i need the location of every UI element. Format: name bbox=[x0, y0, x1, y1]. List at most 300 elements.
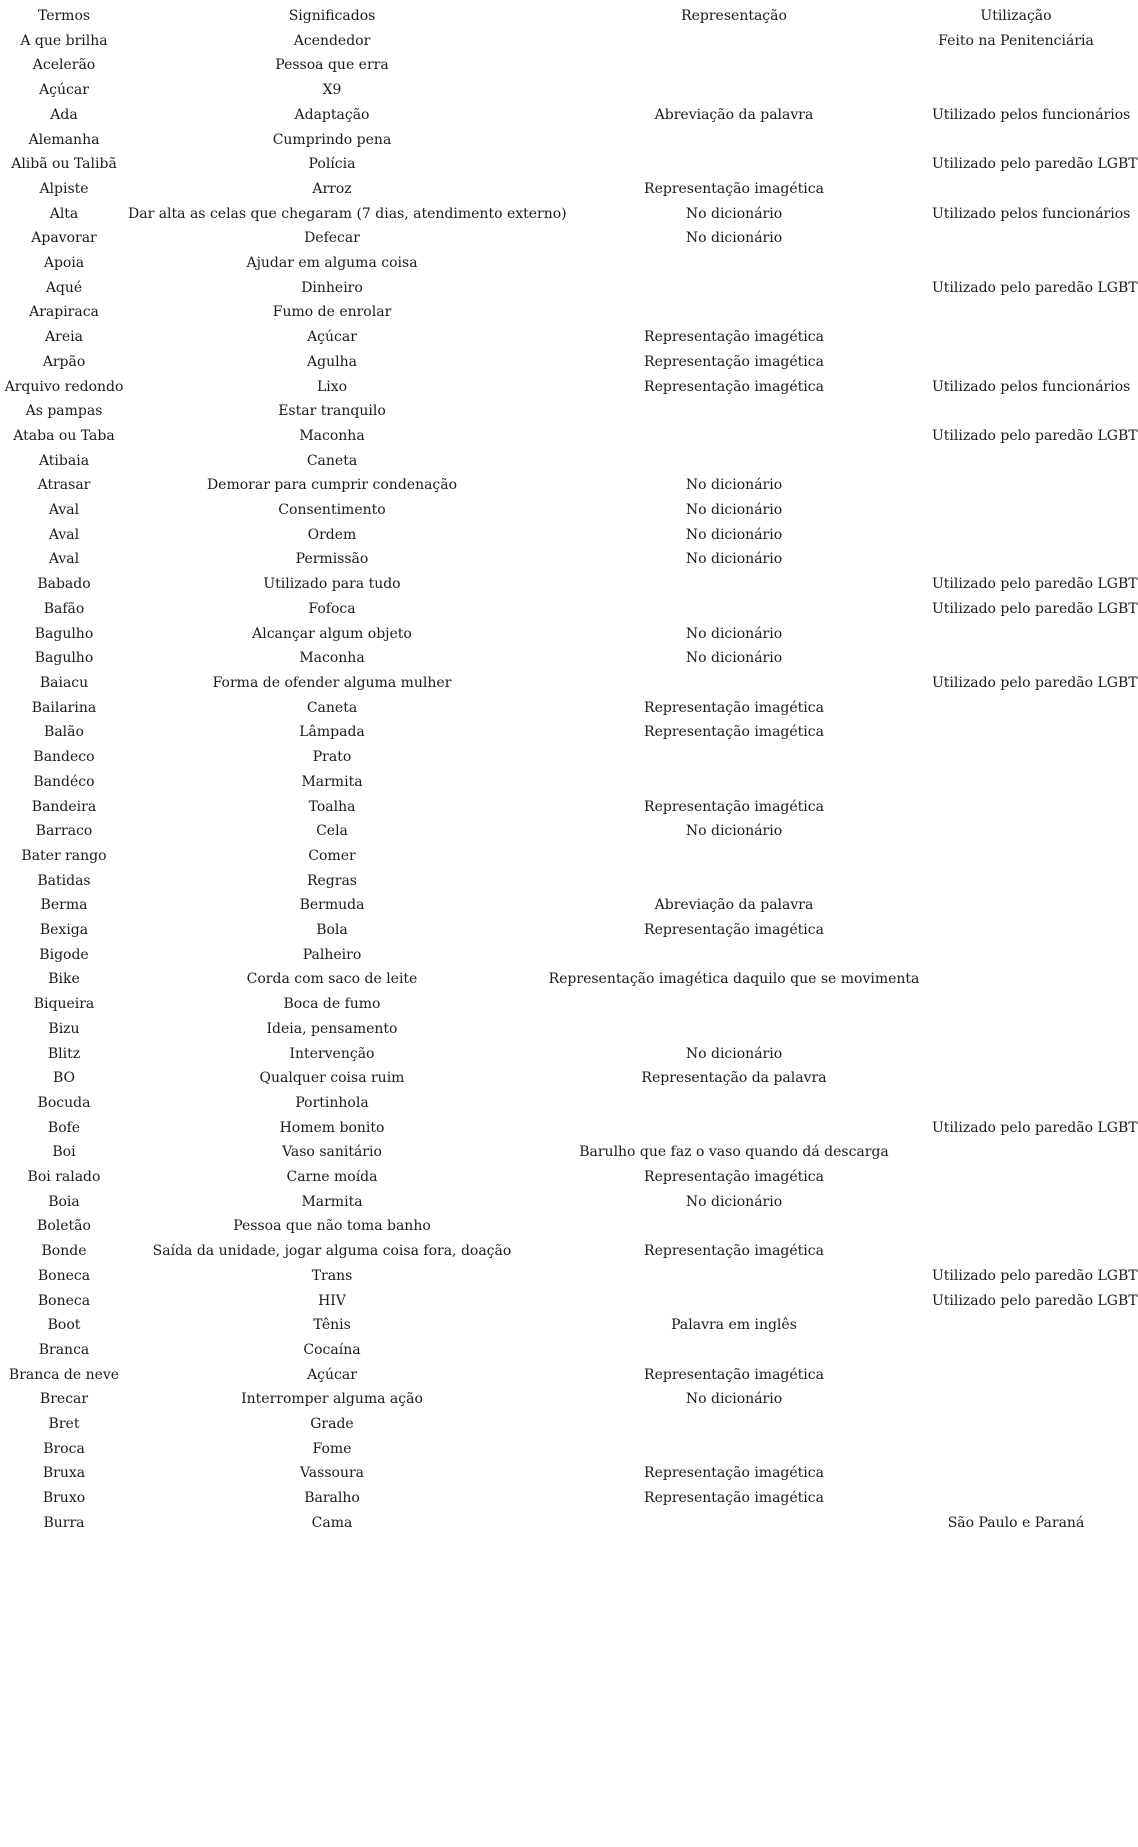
meaning-cell: Arroz bbox=[312, 180, 352, 197]
usage-cell bbox=[932, 943, 1100, 968]
representation-cell bbox=[536, 844, 932, 869]
meaning-cell: Prato bbox=[312, 749, 352, 766]
term-cell: Arpão bbox=[42, 353, 86, 370]
term-cell: Arquivo redondo bbox=[4, 378, 124, 395]
table-row bbox=[0, 1461, 1100, 1486]
representation-cell bbox=[536, 1511, 932, 1536]
meaning-cell: Fumo de enrolar bbox=[272, 304, 392, 321]
term-cell: Apoia bbox=[43, 255, 85, 272]
term-cell: Biqueira bbox=[33, 996, 95, 1013]
usage-cell bbox=[932, 1313, 1100, 1338]
term-cell: Aqué bbox=[45, 279, 83, 296]
table-row bbox=[0, 795, 1100, 820]
table-row bbox=[0, 1190, 1100, 1215]
table-row bbox=[0, 844, 1100, 869]
table-row bbox=[0, 745, 1100, 770]
term-cell: Branca bbox=[38, 1341, 90, 1358]
usage-cell bbox=[932, 350, 1100, 375]
usage-cell bbox=[932, 1412, 1100, 1437]
usage-cell bbox=[932, 78, 1100, 103]
column-header-utilizacao: Utilização bbox=[980, 8, 1052, 24]
term-cell: Balão bbox=[44, 724, 84, 741]
representation-cell: Representação da palavra bbox=[641, 1070, 827, 1087]
usage-cell: Utilizado pelo paredão LGBT bbox=[932, 1119, 1138, 1136]
term-cell: Bater rango bbox=[21, 847, 107, 864]
term-cell: Bike bbox=[48, 971, 80, 988]
term-cell: Bandeco bbox=[33, 749, 95, 766]
term-cell: Bofe bbox=[47, 1119, 81, 1136]
column-header-termos: Termos bbox=[37, 8, 91, 24]
column-header-representacao: Representação bbox=[681, 8, 787, 24]
meaning-cell: Adaptação bbox=[294, 106, 370, 123]
column-header-significados: Significados bbox=[288, 8, 376, 24]
usage-cell bbox=[932, 53, 1100, 78]
usage-cell: Utilizado pelos funcionários bbox=[932, 205, 1131, 222]
usage-cell bbox=[932, 646, 1100, 671]
table-row bbox=[0, 1412, 1100, 1437]
meaning-cell: Maconha bbox=[299, 427, 365, 444]
term-cell: Bonde bbox=[41, 1243, 87, 1260]
term-cell: Baiacu bbox=[39, 674, 89, 691]
header-row bbox=[0, 4, 1100, 29]
usage-cell bbox=[932, 967, 1100, 992]
meaning-cell: HIV bbox=[318, 1292, 346, 1309]
meaning-cell: Regras bbox=[306, 872, 357, 889]
representation-cell bbox=[536, 29, 932, 54]
usage-cell bbox=[932, 1461, 1100, 1486]
meaning-cell: Baralho bbox=[304, 1490, 360, 1507]
usage-cell bbox=[932, 1165, 1100, 1190]
representation-cell: No dicionário bbox=[685, 650, 783, 667]
usage-cell bbox=[932, 1140, 1100, 1165]
usage-cell: São Paulo e Paraná bbox=[947, 1514, 1085, 1531]
table-row bbox=[0, 128, 1100, 153]
table-row bbox=[0, 251, 1100, 276]
table-row bbox=[0, 720, 1100, 745]
representation-cell: Representação imagética bbox=[644, 1490, 824, 1507]
term-cell: Aval bbox=[48, 551, 80, 568]
representation-cell bbox=[536, 251, 932, 276]
term-cell: Bagulho bbox=[34, 650, 94, 667]
table-header bbox=[0, 4, 1100, 29]
meaning-cell: Lixo bbox=[316, 378, 348, 395]
usage-cell bbox=[932, 696, 1100, 721]
usage-cell: Utilizado pelo paredão LGBT bbox=[932, 1292, 1138, 1309]
meaning-cell: Interromper alguma ação bbox=[241, 1391, 423, 1408]
term-cell: Babado bbox=[37, 576, 91, 593]
table-row bbox=[0, 967, 1100, 992]
representation-cell: Abreviação da palavra bbox=[654, 897, 814, 914]
usage-cell: Utilizado pelo paredão LGBT bbox=[932, 279, 1138, 296]
meaning-cell: Comer bbox=[308, 847, 356, 864]
meaning-cell: Ajudar em alguma coisa bbox=[246, 255, 418, 272]
meaning-cell: Polícia bbox=[308, 156, 356, 173]
representation-cell: Representação imagética daquilo que se movimenta bbox=[548, 971, 920, 988]
meaning-cell: Pessoa que não toma banho bbox=[233, 1218, 431, 1235]
representation-cell: Representação imagética bbox=[644, 180, 824, 197]
term-cell: Atrasar bbox=[37, 477, 91, 494]
table-row bbox=[0, 1091, 1100, 1116]
representation-cell bbox=[536, 1091, 932, 1116]
usage-cell bbox=[932, 893, 1100, 918]
meaning-cell: Fome bbox=[312, 1440, 352, 1457]
representation-cell: Representação imagética bbox=[644, 724, 824, 741]
representation-cell: No dicionário bbox=[685, 1391, 783, 1408]
table-body bbox=[0, 29, 1138, 1536]
meaning-cell: Maconha bbox=[299, 650, 365, 667]
meaning-cell: Alcançar algum objeto bbox=[252, 625, 412, 642]
meaning-cell: Bermuda bbox=[299, 897, 365, 914]
table-row bbox=[0, 1437, 1100, 1462]
meaning-cell: Defecar bbox=[304, 230, 360, 247]
usage-cell bbox=[932, 1091, 1100, 1116]
meaning-cell: Dinheiro bbox=[301, 279, 363, 296]
meaning-cell: Dar alta as celas que chegaram (7 dias, atendimento externo) bbox=[128, 205, 567, 222]
usage-cell bbox=[932, 1387, 1100, 1412]
table-row bbox=[0, 696, 1100, 721]
term-cell: Boneca bbox=[37, 1267, 91, 1284]
table-row bbox=[0, 53, 1100, 78]
term-cell: Bandéco bbox=[33, 773, 95, 790]
representation-cell: Abreviação da palavra bbox=[654, 106, 814, 123]
representation-cell: Representação imagética bbox=[644, 699, 824, 716]
table-row bbox=[0, 943, 1100, 968]
usage-cell: Utilizado pelo paredão LGBT bbox=[932, 576, 1138, 593]
representation-cell bbox=[536, 449, 932, 474]
term-cell: Atibaia bbox=[38, 452, 90, 469]
table-row bbox=[0, 819, 1100, 844]
representation-cell bbox=[536, 78, 932, 103]
meaning-cell: Ideia, pensamento bbox=[266, 1020, 398, 1037]
table-row bbox=[0, 646, 1100, 671]
meaning-cell: Cela bbox=[316, 823, 348, 840]
representation-cell: No dicionário bbox=[685, 502, 783, 519]
representation-cell bbox=[536, 1017, 932, 1042]
representation-cell bbox=[536, 1264, 932, 1289]
term-cell: Brecar bbox=[39, 1391, 89, 1408]
term-cell: Boletão bbox=[37, 1218, 91, 1235]
table-row bbox=[0, 547, 1100, 572]
table-row bbox=[0, 498, 1100, 523]
table-row bbox=[0, 622, 1100, 647]
term-cell: Alpiste bbox=[39, 180, 89, 197]
representation-cell bbox=[536, 1338, 932, 1363]
term-cell: Boi ralado bbox=[27, 1169, 101, 1186]
representation-cell: Representação imagética bbox=[644, 329, 824, 346]
table-row bbox=[0, 1511, 1100, 1536]
term-cell: Branca de neve bbox=[8, 1366, 120, 1383]
meaning-cell: Cocaína bbox=[303, 1341, 361, 1358]
meaning-cell: Toalha bbox=[308, 798, 356, 815]
meaning-cell: Saída da unidade, jogar alguma coisa fora, doação bbox=[152, 1243, 512, 1260]
table-row bbox=[0, 300, 1100, 325]
table-row bbox=[0, 1042, 1100, 1067]
meaning-cell: Marmita bbox=[301, 1193, 363, 1210]
usage-cell bbox=[932, 1214, 1100, 1239]
representation-cell: Representação imagética bbox=[644, 378, 824, 395]
usage-cell: Utilizado pelo paredão LGBT bbox=[932, 600, 1138, 617]
usage-cell bbox=[932, 745, 1100, 770]
glossary-table bbox=[0, 4, 1138, 1536]
table-row bbox=[0, 29, 1100, 54]
meaning-cell: X9 bbox=[322, 82, 342, 99]
meaning-cell: Carne moída bbox=[286, 1169, 378, 1186]
term-cell: Bexiga bbox=[39, 922, 89, 939]
term-cell: Apavorar bbox=[31, 230, 97, 247]
table-row bbox=[0, 350, 1100, 375]
term-cell: Alta bbox=[49, 205, 79, 222]
table-row bbox=[0, 1140, 1100, 1165]
table-row bbox=[0, 1338, 1100, 1363]
term-cell: Acelerão bbox=[32, 57, 96, 74]
term-cell: Alibã ou Talibã bbox=[11, 156, 117, 173]
meaning-cell: Portinhola bbox=[295, 1094, 369, 1111]
representation-cell bbox=[536, 943, 932, 968]
term-cell: Berma bbox=[40, 897, 88, 914]
meaning-cell: Grade bbox=[310, 1416, 354, 1433]
representation-cell bbox=[536, 869, 932, 894]
representation-cell: No dicionário bbox=[685, 205, 783, 222]
term-cell: Bruxo bbox=[42, 1490, 86, 1507]
meaning-cell: Tênis bbox=[313, 1317, 351, 1334]
usage-cell bbox=[932, 1066, 1100, 1091]
usage-cell bbox=[932, 770, 1100, 795]
term-cell: Açúcar bbox=[39, 82, 89, 99]
usage-cell bbox=[932, 720, 1100, 745]
table-row bbox=[0, 1017, 1100, 1042]
term-cell: Batidas bbox=[37, 872, 91, 889]
table-row bbox=[0, 276, 1100, 301]
usage-cell bbox=[932, 819, 1100, 844]
term-cell: A que brilha bbox=[20, 32, 108, 49]
table-row bbox=[0, 770, 1100, 795]
table-row bbox=[0, 473, 1100, 498]
term-cell: Bagulho bbox=[34, 625, 94, 642]
meaning-cell: Ordem bbox=[307, 526, 357, 543]
term-cell: Bigode bbox=[39, 946, 89, 963]
term-cell: Bizu bbox=[48, 1020, 80, 1037]
representation-cell: Representação imagética bbox=[644, 1465, 824, 1482]
representation-cell bbox=[536, 128, 932, 153]
representation-cell: No dicionário bbox=[685, 477, 783, 494]
meaning-cell: Caneta bbox=[306, 452, 358, 469]
table-row bbox=[0, 226, 1100, 251]
usage-cell bbox=[932, 622, 1100, 647]
meaning-cell: Trans bbox=[311, 1267, 353, 1284]
meaning-cell: Qualquer coisa ruim bbox=[259, 1070, 405, 1087]
usage-cell bbox=[932, 547, 1100, 572]
usage-cell: Utilizado pelo paredão LGBT bbox=[932, 156, 1138, 173]
usage-cell bbox=[932, 869, 1100, 894]
representation-cell bbox=[536, 770, 932, 795]
meaning-cell: Bola bbox=[316, 922, 348, 939]
usage-cell bbox=[932, 992, 1100, 1017]
usage-cell bbox=[932, 325, 1100, 350]
term-cell: Broca bbox=[43, 1440, 85, 1457]
term-cell: Boi bbox=[52, 1144, 76, 1161]
table-row bbox=[0, 78, 1100, 103]
table-row bbox=[0, 1239, 1100, 1264]
meaning-cell: Palheiro bbox=[302, 946, 362, 963]
term-cell: As pampas bbox=[25, 403, 103, 420]
representation-cell: No dicionário bbox=[685, 551, 783, 568]
table-row bbox=[0, 399, 1100, 424]
term-cell: Bandeira bbox=[31, 798, 97, 815]
term-cell: Bruxa bbox=[42, 1465, 86, 1482]
usage-cell: Utilizado pelo paredão LGBT bbox=[932, 674, 1138, 691]
representation-cell bbox=[536, 424, 932, 449]
representation-cell bbox=[536, 572, 932, 597]
representation-cell: Representação imagética bbox=[644, 1243, 824, 1260]
term-cell: Arapiraca bbox=[29, 304, 99, 321]
term-cell: Boia bbox=[48, 1193, 80, 1210]
usage-cell bbox=[932, 1190, 1100, 1215]
term-cell: Bocuda bbox=[37, 1094, 91, 1111]
meaning-cell: Homem bonito bbox=[279, 1119, 385, 1136]
representation-cell: Representação imagética bbox=[644, 353, 824, 370]
term-cell: Boneca bbox=[37, 1292, 91, 1309]
table-row bbox=[0, 1486, 1100, 1511]
usage-cell bbox=[932, 1042, 1100, 1067]
representation-cell bbox=[536, 1214, 932, 1239]
usage-cell bbox=[932, 226, 1100, 251]
table-row bbox=[0, 523, 1100, 548]
representation-cell: Barulho que faz o vaso quando dá descarga bbox=[579, 1144, 889, 1161]
representation-cell bbox=[536, 745, 932, 770]
usage-cell bbox=[932, 300, 1100, 325]
representation-cell bbox=[536, 300, 932, 325]
table-row bbox=[0, 918, 1100, 943]
usage-cell bbox=[932, 1437, 1100, 1462]
usage-cell bbox=[932, 399, 1100, 424]
meaning-cell: Cama bbox=[311, 1514, 353, 1531]
representation-cell: Representação imagética bbox=[644, 922, 824, 939]
meaning-cell: Corda com saco de leite bbox=[246, 971, 418, 988]
usage-cell: Utilizado pelos funcionários bbox=[932, 378, 1131, 395]
table-row bbox=[0, 103, 1100, 128]
usage-cell: Utilizado pelos funcionários bbox=[932, 106, 1131, 123]
usage-cell bbox=[932, 177, 1100, 202]
usage-cell bbox=[932, 1017, 1100, 1042]
representation-cell: Representação imagética bbox=[644, 1169, 824, 1186]
table-row bbox=[0, 375, 1100, 400]
meaning-cell: Acendedor bbox=[293, 32, 371, 49]
meaning-cell: Forma de ofender alguma mulher bbox=[212, 674, 452, 691]
table-row bbox=[0, 325, 1100, 350]
table-row bbox=[0, 893, 1100, 918]
table-row bbox=[0, 1313, 1100, 1338]
meaning-cell: Marmita bbox=[301, 773, 363, 790]
term-cell: Burra bbox=[43, 1514, 85, 1531]
table-row bbox=[0, 1066, 1100, 1091]
representation-cell bbox=[536, 53, 932, 78]
table-row bbox=[0, 1363, 1100, 1388]
representation-cell: No dicionário bbox=[685, 823, 783, 840]
representation-cell: No dicionário bbox=[685, 1193, 783, 1210]
table-row bbox=[0, 1116, 1100, 1141]
table-row bbox=[0, 152, 1100, 177]
table-row bbox=[0, 202, 1100, 227]
representation-cell: Palavra em inglês bbox=[671, 1317, 797, 1334]
table-row bbox=[0, 449, 1100, 474]
usage-cell bbox=[932, 1363, 1100, 1388]
table-row bbox=[0, 671, 1100, 696]
table-row bbox=[0, 1387, 1100, 1412]
meaning-cell: Permissão bbox=[295, 551, 369, 568]
term-cell: Areia bbox=[45, 329, 83, 346]
usage-cell bbox=[932, 795, 1100, 820]
usage-cell bbox=[932, 918, 1100, 943]
meaning-cell: Caneta bbox=[306, 699, 358, 716]
table-row bbox=[0, 177, 1100, 202]
representation-cell: No dicionário bbox=[685, 1045, 783, 1062]
meaning-cell: Vassoura bbox=[299, 1465, 365, 1482]
meaning-cell: Utilizado para tudo bbox=[263, 576, 401, 593]
table-row bbox=[0, 992, 1100, 1017]
meaning-cell: Açúcar bbox=[307, 329, 357, 346]
term-cell: Bailarina bbox=[31, 699, 97, 716]
term-cell: Alemanha bbox=[28, 131, 100, 148]
term-cell: Ada bbox=[50, 106, 78, 123]
usage-cell bbox=[932, 1486, 1100, 1511]
table-row bbox=[0, 1264, 1100, 1289]
representation-cell: Representação imagética bbox=[644, 798, 824, 815]
table-row bbox=[0, 597, 1100, 622]
usage-cell bbox=[932, 251, 1100, 276]
meaning-cell: Lâmpada bbox=[299, 724, 365, 741]
table-row bbox=[0, 1214, 1100, 1239]
usage-cell bbox=[932, 498, 1100, 523]
table-row bbox=[0, 572, 1100, 597]
representation-cell bbox=[536, 152, 932, 177]
representation-cell bbox=[536, 1412, 932, 1437]
meaning-cell: Açúcar bbox=[307, 1366, 357, 1383]
usage-cell bbox=[932, 523, 1100, 548]
term-cell: Bafão bbox=[43, 600, 85, 617]
meaning-cell: Boca de fumo bbox=[283, 996, 381, 1013]
term-cell: Ataba ou Taba bbox=[13, 427, 115, 444]
usage-cell bbox=[932, 128, 1100, 153]
representation-cell bbox=[536, 1116, 932, 1141]
representation-cell bbox=[536, 992, 932, 1017]
representation-cell bbox=[536, 399, 932, 424]
representation-cell bbox=[536, 671, 932, 696]
term-cell: Aval bbox=[48, 526, 80, 543]
usage-cell: Utilizado pelo paredão LGBT bbox=[932, 427, 1138, 444]
usage-cell: Feito na Penitenciária bbox=[938, 32, 1094, 49]
meaning-cell: Estar tranquilo bbox=[278, 403, 386, 420]
representation-cell: No dicionário bbox=[685, 625, 783, 642]
term-cell: Aval bbox=[48, 502, 80, 519]
representation-cell bbox=[536, 276, 932, 301]
usage-cell bbox=[932, 473, 1100, 498]
usage-cell bbox=[932, 1338, 1100, 1363]
representation-cell: No dicionário bbox=[685, 526, 783, 543]
meaning-cell: Cumprindo pena bbox=[272, 131, 392, 148]
representation-cell: Representação imagética bbox=[644, 1366, 824, 1383]
term-cell: Bret bbox=[48, 1416, 80, 1433]
meaning-cell: Fofoca bbox=[308, 600, 356, 617]
usage-cell bbox=[932, 449, 1100, 474]
term-cell: BO bbox=[52, 1070, 76, 1087]
term-cell: Boot bbox=[47, 1317, 81, 1334]
usage-cell bbox=[932, 1239, 1100, 1264]
meaning-cell: Demorar para cumprir condenação bbox=[206, 477, 458, 494]
meaning-cell: Pessoa que erra bbox=[275, 57, 389, 74]
usage-cell: Utilizado pelo paredão LGBT bbox=[932, 1267, 1138, 1284]
meaning-cell: Vaso sanitário bbox=[282, 1144, 382, 1161]
representation-cell: No dicionário bbox=[685, 230, 783, 247]
